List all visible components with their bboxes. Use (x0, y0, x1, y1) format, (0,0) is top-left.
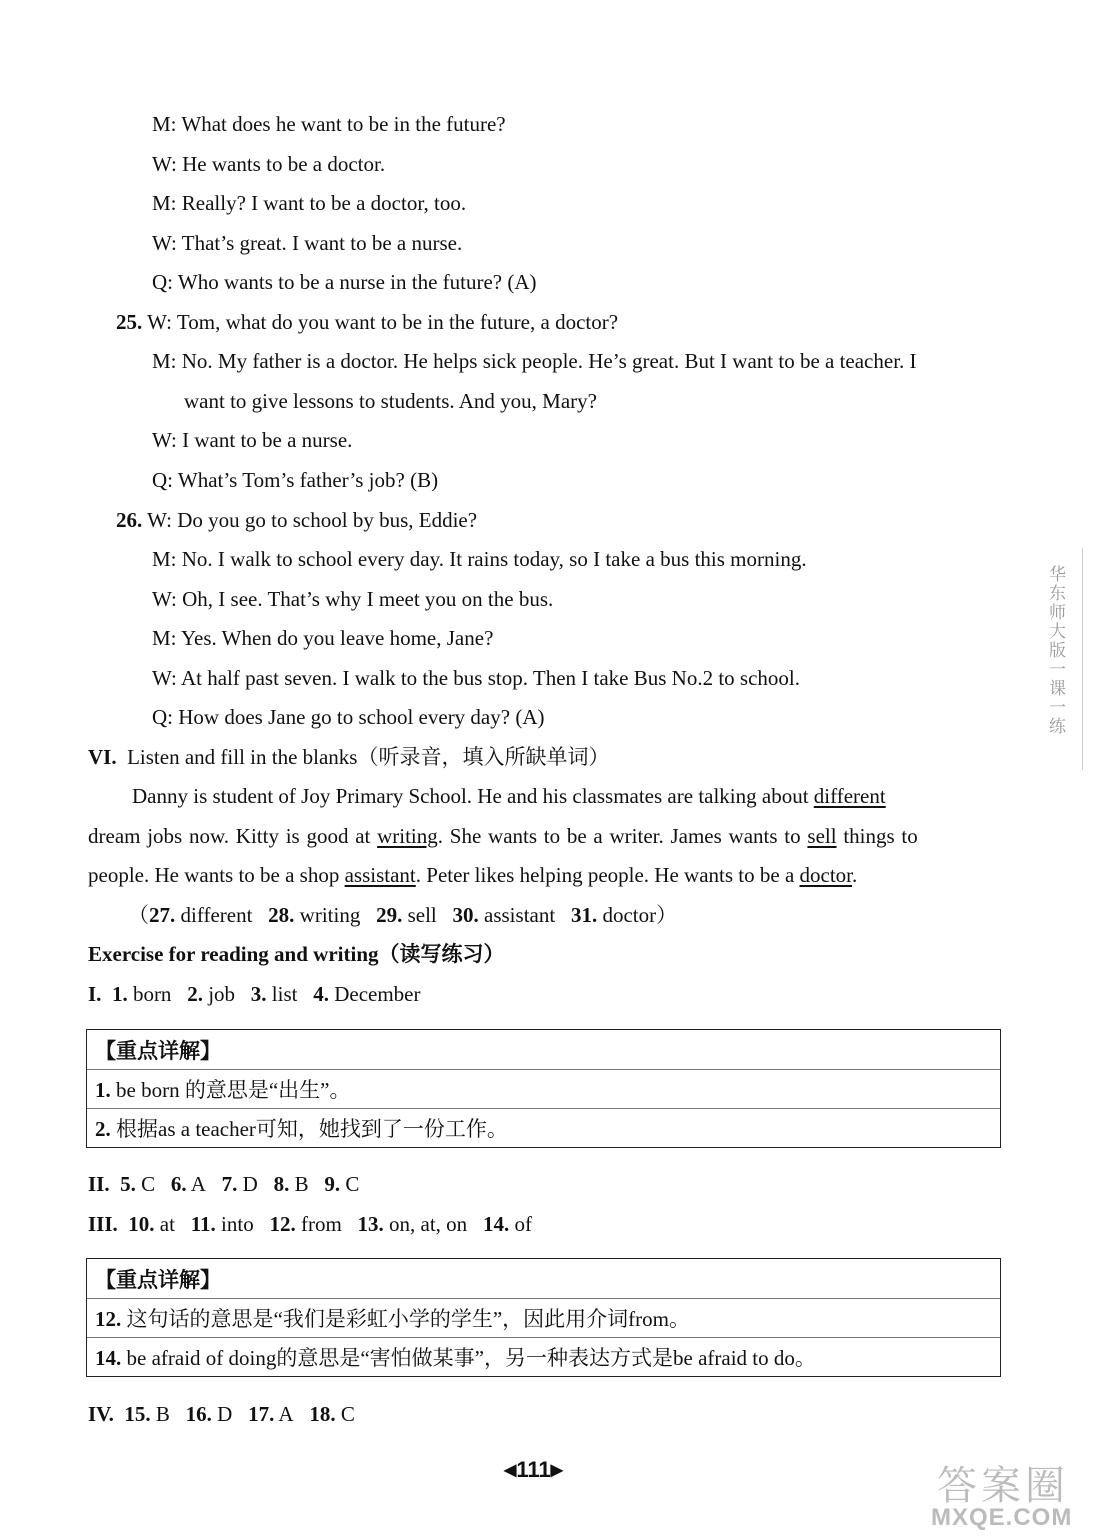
answer-number: 16. (185, 1402, 212, 1426)
dialog-line: M: Yes. When do you leave home, Jane? (152, 626, 494, 650)
dialog-question: Q: How does Jane go to school every day? (A) (152, 705, 545, 729)
answer-value: born (132, 982, 172, 1006)
passage-text: dream jobs now. Kitty is good at (88, 824, 378, 848)
watermark-text: 答案圈 (937, 1463, 1069, 1509)
answer-value: of (514, 1212, 532, 1236)
dialog-question: Q: Who wants to be a nurse in the future? (A) (152, 270, 537, 294)
page-number-value: 111 (516, 1457, 551, 1482)
blank-answer: assistant (344, 863, 416, 887)
blank-answer: sell (807, 824, 837, 848)
dialog-line: W: At half past seven. I walk to the bus stop. Then I take Bus No.2 to school. (152, 666, 800, 690)
answer-value: C (345, 1172, 360, 1196)
dialog-line: M: Really? I want to be a doctor, too. (152, 191, 467, 215)
box-line (95, 1076, 350, 1104)
section-title: Listen and fill in the blanks（听录音，填入所缺单词） (127, 745, 610, 769)
box-title: 【重点详解】 (95, 1039, 221, 1063)
question-number: 25. (116, 310, 143, 334)
dialog-line: W: I want to be a nurse. (152, 428, 353, 452)
key-points-box (86, 1029, 1001, 1148)
box-divider (87, 1069, 1000, 1070)
blank-answer: different (813, 784, 886, 808)
box-line-text: be born 的意思是“出生”。 (116, 1078, 351, 1102)
dialog-line: want to give lessons to students. And you, Mary? (184, 389, 597, 413)
key-points-box (86, 1258, 1001, 1377)
answer-number: 29. (376, 903, 403, 927)
answer-value: into (221, 1212, 254, 1236)
answer-number: 30. (452, 903, 479, 927)
answer-number: 28. (268, 903, 295, 927)
answer-number: 7. (221, 1172, 238, 1196)
answer-number: 14. (482, 1212, 510, 1236)
box-line (95, 1305, 690, 1333)
answer-number: 1. (111, 982, 128, 1006)
answer-value: B (155, 1402, 170, 1426)
passage-line (88, 822, 918, 850)
part-label: I. (88, 982, 102, 1006)
answer-number: 31. (570, 903, 598, 927)
answer-number: 12. (269, 1212, 296, 1236)
passage-text: . (852, 863, 858, 887)
passage-text: Danny is student of Joy Primary School. He and his classmates are talking about (132, 784, 814, 808)
answer-number: 17. (248, 1402, 275, 1426)
part-label: IV. (88, 1402, 114, 1426)
answer-number: 18. (309, 1402, 336, 1426)
box-divider (87, 1108, 1000, 1109)
answer-value: list (271, 982, 298, 1006)
box-divider (87, 1337, 1000, 1338)
dialog-line: M: What does he want to be in the future? (152, 112, 506, 136)
answer-value: D (242, 1172, 258, 1196)
answer-number: 15. (124, 1402, 151, 1426)
passage-line (88, 861, 857, 889)
blank-answer: doctor (799, 863, 853, 887)
box-line-text: 这句话的意思是“我们是彩虹小学的学生”，因此用介词from。 (126, 1307, 690, 1331)
answer-number: 2. (187, 982, 203, 1006)
section-heading (88, 743, 609, 771)
answer-number: 8. (273, 1172, 290, 1196)
answer-number: 10. (128, 1212, 155, 1236)
dialog-line: W: Oh, I see. That’s why I meet you on the bus. (152, 587, 554, 611)
answer-number: 9. (324, 1172, 341, 1196)
box-line-number: 14. (95, 1346, 122, 1370)
box-title: 【重点详解】 (95, 1268, 221, 1292)
answer-value: job (208, 982, 236, 1006)
side-book-title: 华东师大版一课一练 (1045, 565, 1065, 736)
passage-text: things to (836, 824, 918, 848)
answer-number: 27. (149, 903, 176, 927)
answer-number: 6. (170, 1172, 187, 1196)
answer-row-part-3 (88, 1210, 532, 1238)
answer-value: C (141, 1172, 156, 1196)
answer-number: 13. (357, 1212, 384, 1236)
answer-value: D (217, 1402, 233, 1426)
answer-row-part-1 (88, 980, 421, 1008)
answer-value: doctor (602, 903, 657, 927)
page-number (504, 1457, 563, 1483)
passage-text: . Peter likes helping people. He wants to be a (415, 863, 800, 887)
answer-number: 3. (250, 982, 267, 1006)
box-line (95, 1344, 816, 1372)
answer-number: 5. (120, 1172, 136, 1196)
answer-value: C (340, 1402, 355, 1426)
dialog-question: Q: What’s Tom’s father’s job? (B) (152, 468, 439, 492)
part-heading: Exercise for reading and writing（读写练习） (88, 942, 505, 966)
answer-value: A (190, 1172, 206, 1196)
question-number: 26. (116, 508, 143, 532)
question-25 (116, 308, 618, 336)
dialog-line: M: No. My father is a doctor. He helps sick people. He’s great. But I want to be a teacher. I (152, 349, 917, 373)
answer-value: writing (299, 903, 361, 927)
answer-value: sell (407, 903, 437, 927)
blank-answer: writing (377, 824, 438, 848)
question-26 (116, 506, 477, 534)
box-line (95, 1115, 508, 1143)
box-line-number: 1. (95, 1078, 111, 1102)
left-triangle-icon: ◀ (504, 1462, 517, 1479)
dialog-line: W: He wants to be a doctor. (152, 152, 386, 176)
answer-row-part-4 (88, 1400, 355, 1428)
box-line-number: 12. (95, 1307, 122, 1331)
watermark-url: MXQE.COM (931, 1504, 1073, 1531)
answer-value: on, at, on (389, 1212, 468, 1236)
watermark-logo (925, 1452, 1105, 1536)
passage-line (132, 782, 886, 810)
side-rule (1082, 548, 1083, 770)
answer-value: December (334, 982, 421, 1006)
answer-value: B (294, 1172, 309, 1196)
answer-list: （27. different 28. writing 29. sell 30. assistant 31. doctor） (128, 903, 678, 927)
part-label: III. (88, 1212, 118, 1236)
answer-value: different (180, 903, 253, 927)
answer-value: at (159, 1212, 175, 1236)
answer-value: A (278, 1402, 294, 1426)
dialog-line: W: Do you go to school by bus, Eddie? (147, 508, 478, 532)
answer-value: assistant (484, 903, 556, 927)
right-triangle-icon: ▶ (550, 1462, 563, 1479)
answer-value: from (300, 1212, 342, 1236)
dialog-line: W: Tom, what do you want to be in the future, a doctor? (147, 310, 619, 334)
passage-text: . She wants to be a writer. James wants to (437, 824, 808, 848)
passage-text: people. He wants to be a shop (88, 863, 345, 887)
answer-row-part-2 (88, 1170, 359, 1198)
dialog-line: M: No. I walk to school every day. It rains today, so I take a bus this morning. (152, 547, 807, 571)
box-line-number: 2. (95, 1117, 111, 1141)
answer-number: 4. (313, 982, 329, 1006)
answer-number: 11. (190, 1212, 216, 1236)
box-line-text: be afraid of doing的意思是“害怕做某事”，另一种表达方式是be afraid to do。 (126, 1346, 816, 1370)
part-label: II. (88, 1172, 110, 1196)
section-number: VI. (88, 745, 117, 769)
dialog-line: W: That’s great. I want to be a nurse. (152, 231, 463, 255)
box-divider (87, 1298, 1000, 1299)
box-line-text: 根据as a teacher可知，她找到了一份工作。 (116, 1117, 508, 1141)
